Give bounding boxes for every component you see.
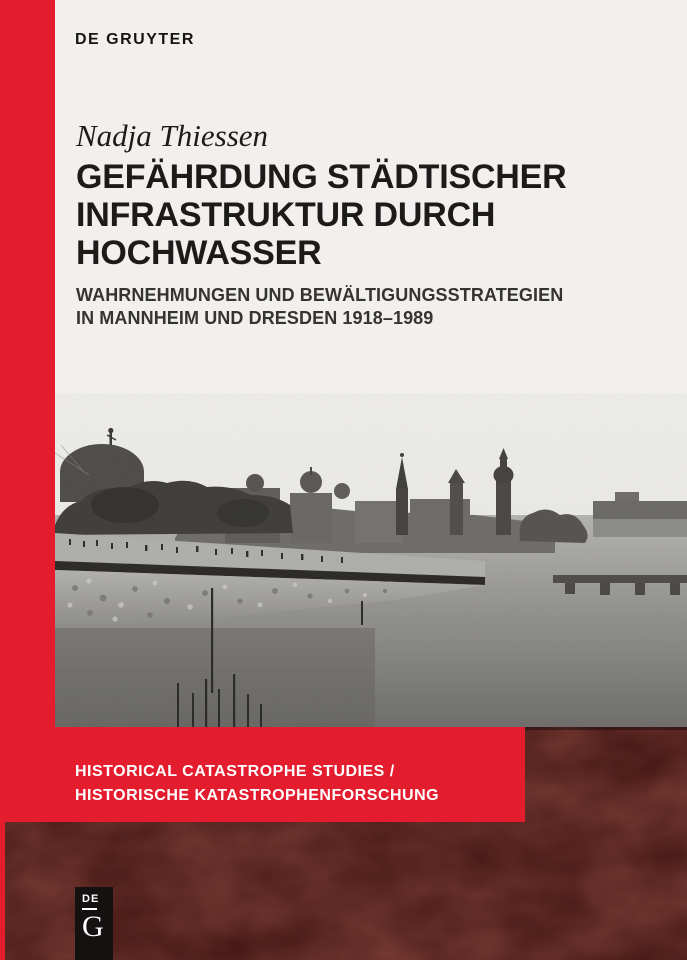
logo-g-text: G xyxy=(82,910,104,943)
author-name: Nadja Thiessen xyxy=(76,118,269,153)
logo-de-text: DE xyxy=(82,893,100,905)
photo-grain xyxy=(55,393,687,727)
publisher-name: DE GRUYTER xyxy=(75,31,195,48)
left-red-sliver xyxy=(0,822,5,960)
series-banner xyxy=(0,727,525,822)
title-line-1: GEFÄHRDUNG STÄDTISCHER xyxy=(76,158,567,196)
book-subtitle xyxy=(76,284,656,330)
left-red-stripe xyxy=(0,0,55,823)
cover-photo-image xyxy=(55,393,687,727)
book-title xyxy=(76,158,656,272)
subtitle-line-1: WAHRNEHMUNGEN UND BEWÄLTIGUNGSSTRATEGIEN xyxy=(76,285,564,305)
series-line-1: HISTORICAL CATASTROPHE STUDIES / xyxy=(75,763,395,780)
de-gruyter-logo xyxy=(75,887,113,960)
title-line-3: HOCHWASSER xyxy=(76,234,322,272)
title-line-2: INFRASTRUKTUR DURCH xyxy=(76,196,496,234)
series-line-2: HISTORISCHE KATASTROPHENFORSCHUNG xyxy=(75,787,440,804)
subtitle-line-2: IN MANNHEIM UND DRESDEN 1918–1989 xyxy=(76,308,434,328)
cover-photo xyxy=(55,393,687,727)
